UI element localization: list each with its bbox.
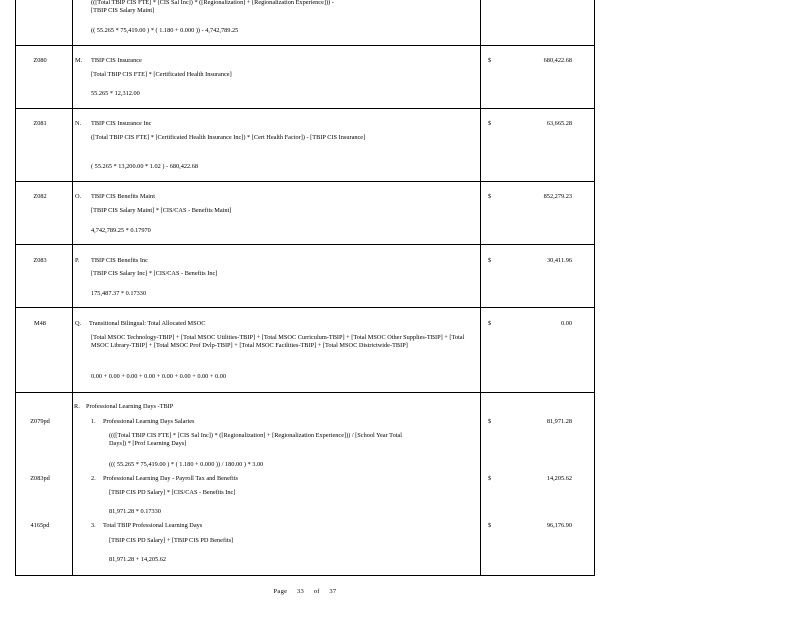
- row-code: Z081: [33, 120, 47, 127]
- currency-symbol: $: [488, 418, 492, 425]
- row-item-letter: O.: [75, 193, 82, 200]
- row-amount: 852,279.23: [543, 193, 572, 200]
- row-code: Z079pd: [30, 418, 50, 425]
- row-item-letter: P.: [75, 257, 80, 264]
- carry-calculation: (( 55.265 * 75,419.00 ) * ( 1.180 + 0.000 )) - 4,742,789.25: [91, 27, 239, 34]
- row-amount: 14,205.62: [546, 475, 572, 482]
- row-calculation: 4,742,789.25 * 0.17970: [91, 227, 151, 234]
- row-formula: [Total TBIP CIS FTE] * [Certificated Health Insurance]: [91, 71, 232, 78]
- row-code: Z080: [33, 57, 47, 64]
- row-item-letter: Q.: [75, 320, 82, 327]
- row-title: TBIP CIS Benefits Maint: [91, 193, 155, 200]
- row-calculation: 0.00 + 0.00 + 0.00 + 0.00 + 0.00 + 0.00 + 0.00 + 0.00: [91, 373, 227, 380]
- sub-item-number: 1.: [91, 418, 96, 425]
- row-amount: 81,971.28: [546, 418, 572, 425]
- table-left-border: [15, 0, 16, 576]
- of-label: of: [313, 588, 320, 595]
- table-right-border: [594, 0, 595, 576]
- description-column-divider: [480, 0, 481, 576]
- sub-item-calculation: 81,971.28 * 0.17330: [109, 508, 161, 515]
- sub-item-calculation: 81,971.28 + 14,205.62: [109, 556, 167, 563]
- row-amount: 30,411.96: [547, 257, 572, 264]
- sub-item-number: 2.: [91, 475, 96, 482]
- section-title: Professional Learning Days -TBIP: [86, 403, 174, 410]
- row-calculation: 175,487.37 * 0.17330: [91, 290, 147, 297]
- row-code: M48: [34, 320, 46, 327]
- row-formula: [TBIP CIS Salary Inc] * [CIS/CAS - Benefits Inc]: [91, 270, 218, 277]
- row-title: TBIP CIS Insurance Inc: [91, 120, 152, 127]
- row-formula: ([Total TBIP CIS FTE] * [Certificated Health Insurance Inc]) * [Cert Health Factor]) - [TBIP CIS Insurance]: [91, 134, 366, 141]
- sub-item-title: Professional Learning Day - Payroll Tax and Benefits: [103, 475, 238, 482]
- carry-formula-line2: [TBIP CIS Salary Maint]: [91, 7, 155, 14]
- code-column-divider: [72, 0, 73, 576]
- row-separator: [15, 108, 595, 109]
- row-title: TBIP CIS Benefits Inc: [91, 257, 148, 264]
- row-separator: [15, 244, 595, 245]
- sub-item-calculation: ((( 55.265 * 75,419.00 ) * ( 1.180 + 0.000 )) / 180.00 ) * 3.00: [109, 461, 264, 468]
- row-code: Z083: [33, 257, 47, 264]
- currency-symbol: $: [488, 193, 492, 200]
- row-amount: 0.00: [560, 320, 572, 327]
- sub-item-formula: [TBIP CIS PD Salary] * [CIS/CAS - Benefits Inc]: [109, 489, 236, 496]
- sub-item-formula: ((([Total TBIP CIS FTE] * [CIS Sal Inc]) * ([Regionalization] + [Regionalization Experience])) / [School Year Total Days]) * [Prof Learning Days]: [109, 432, 403, 447]
- currency-symbol: $: [488, 120, 492, 127]
- carry-formula-line1: (([Total TBIP CIS FTE] * [CIS Sal Inc]) * ([Regionalization] + [Regionalization Experience])) -: [91, 0, 334, 6]
- currency-symbol: $: [488, 57, 492, 64]
- currency-symbol: $: [488, 475, 492, 482]
- row-separator: [15, 392, 595, 393]
- row-formula: [TBIP CIS Salary Maint] * [CIS/CAS - Benefits Maint]: [91, 207, 232, 214]
- row-item-letter: R.: [74, 403, 80, 410]
- row-amount: 680,422.68: [543, 57, 572, 64]
- sub-item-number: 3.: [91, 522, 96, 529]
- row-separator: [15, 45, 595, 46]
- row-calculation: ( 55.265 * 13,200.00 * 1.02 ) - 680,422.68: [91, 163, 199, 170]
- page-footer: [0, 588, 610, 595]
- row-code: Z083pd: [30, 475, 50, 482]
- row-title: TBIP CIS Insurance: [91, 57, 142, 64]
- row-amount: 63,665.28: [546, 120, 572, 127]
- row-calculation: 55.265 * 12,312.00: [91, 90, 140, 97]
- page-label: Page: [273, 588, 288, 595]
- table-bottom-border: [15, 575, 595, 576]
- row-code: 4165pd: [30, 522, 50, 529]
- total-pages: 37: [329, 588, 337, 595]
- row-formula: [Total MSOC Technology-TBIP] + [Total MSOC Utilities-TBIP] + [Total MSOC Curriculum-TBIP] + [Total MSOC Other Supplies-TBIP] + [Total MSOC Library-TBIP] + [Total MSOC Prof Dvlp-TBIP] + [Total MSOC Facilities-TBIP] + [Total MSOC Districtwide-TBIP]: [91, 334, 465, 349]
- row-title: Transitional Bilingual: Total Allocated MSOC: [89, 320, 206, 327]
- row-item-letter: N.: [75, 120, 82, 127]
- row-separator: [15, 307, 595, 308]
- row-item-letter: M.: [75, 57, 83, 64]
- sub-item-title: Total TBIP Professional Learning Days: [103, 522, 203, 529]
- currency-symbol: $: [488, 257, 492, 264]
- page-number: 33: [296, 588, 305, 595]
- row-amount: 96,176.90: [546, 522, 572, 529]
- sub-item-title: Professional Learning Days Salaries: [103, 418, 195, 425]
- sub-item-formula: [TBIP CIS PD Salary] + [TBIP CIS PD Benefits]: [109, 537, 234, 544]
- row-separator: [15, 181, 595, 182]
- row-code: Z082: [33, 193, 47, 200]
- currency-symbol: $: [488, 522, 492, 529]
- currency-symbol: $: [488, 320, 492, 327]
